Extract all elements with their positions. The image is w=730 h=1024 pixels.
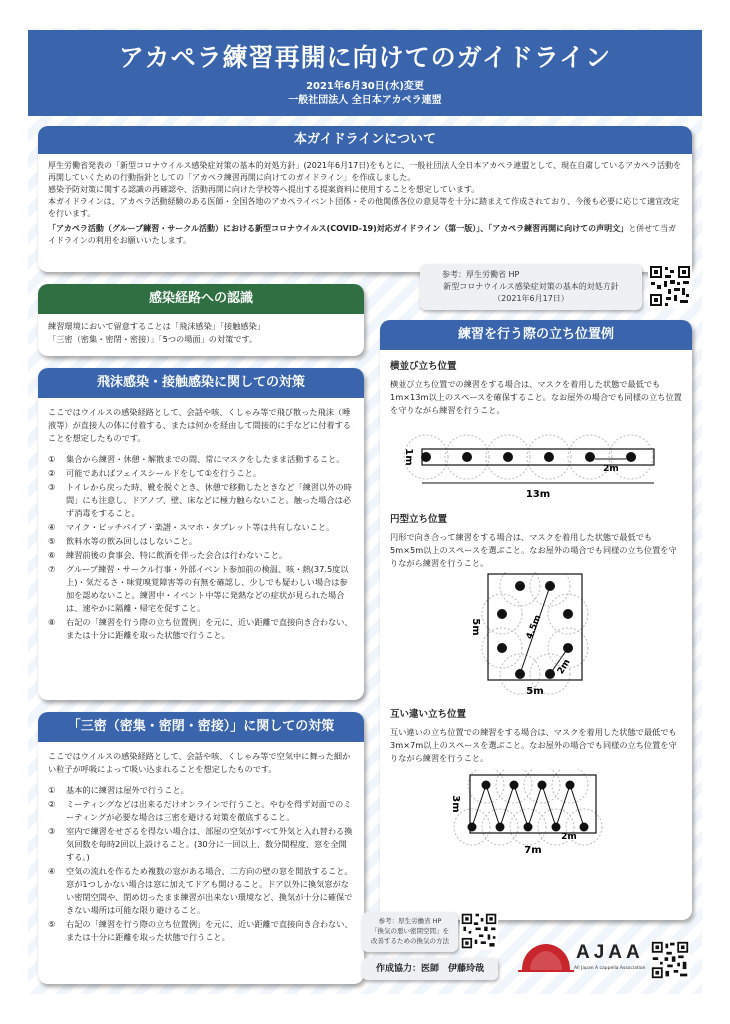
item-number: ② <box>48 799 56 809</box>
zigzag-position-diagram <box>390 769 682 865</box>
infection-route-line-1: 練習環境において留意することは「飛沫感染」「接触感染」 <box>48 321 265 331</box>
item-number: ⑦ <box>48 564 56 574</box>
qr-code-ventilation[interactable] <box>460 912 498 950</box>
droplet-item <box>48 616 354 642</box>
item-number: ② <box>48 468 56 478</box>
sanmitsu-item <box>48 798 354 824</box>
item-text: 集合から練習・休憩・解散までの間、常にマスクをしたまま活動すること。 <box>66 454 345 464</box>
about-title: 本ガイドラインについて <box>38 126 692 154</box>
droplet-contact-card <box>38 368 364 700</box>
item-text: マイク・ピッチパイプ・楽譜・スマホ・タブレット等は共有しないこと。 <box>66 522 335 532</box>
item-number: ⑤ <box>48 919 56 929</box>
qr-code-policy[interactable] <box>648 264 692 308</box>
three-cs-measures-list <box>48 784 354 944</box>
item-text: 空気の流れを作るため複数の窓がある場合、二方向の壁の窓を開放すること。窓が1つしかない場合は窓に加えてドアも開けること。ドア以外に換気窓がない密閉空間や、閉め切ったまま練習が出来ない環境など、換気が十分に確保できない場所は可能な限り避けること。 <box>66 866 353 915</box>
item-number: ④ <box>48 866 56 876</box>
line-position-desc: 横並び立ち位置での練習をする場合は、マスクを着用した状態で最低でも1m×13m以上のスペースを確保すること。なお屋外の場合でも同様の立ち位置を守りながら練習を行うこと。 <box>390 379 682 415</box>
header-banner <box>28 30 702 116</box>
droplet-measures-list <box>48 453 354 642</box>
about-paragraph-1: 厚生労働省発表の「新型コロナウイルス感染症対策の基本的対処方針」(2021年6月17日)をもとに、一般社団法人全日本アカペラ連盟として、現在自粛しているアカペラ活動を再開していくための行動指針としての「アカペラ練習再開に向けてのガイドライン」を作成しました。 <box>48 161 682 182</box>
zigzag-height-label: 3m <box>450 795 461 813</box>
item-text: 右記の「練習を行う際の立ち位置例」を元に、近い距離で直接向き合わない、または十分に距離を取った状態で行うこと。 <box>66 617 353 640</box>
credit: 作成協力：医師 伊藤玲哉 <box>362 958 498 980</box>
reference-title: 新型コロナウイルス感染症対策の基本的対処方針 <box>443 282 619 291</box>
sanmitsu-item <box>48 865 354 917</box>
logo-mark-icon <box>518 938 574 978</box>
infection-route-card <box>38 284 364 356</box>
circle-gap-label: 2m <box>555 657 573 677</box>
circle-height-label: 5m <box>470 618 481 636</box>
infection-route-title: 感染経路への認識 <box>38 284 364 314</box>
item-text: トイレから戻った時、靴を脱ぐとき、休憩で移動したときなど「練習以外の時間」にも注意し、ドアノブ、壁、床などに極力触らないこと。触った場合は必ず消毒をすること。 <box>66 482 352 518</box>
reference-date: （2021年6月17日） <box>493 294 569 303</box>
item-text: 飲料水等の飲み回しはしないこと。 <box>66 536 198 546</box>
reference-box-policy <box>420 264 642 310</box>
zigzag-position-title: 互い違い立ち位置 <box>390 709 467 720</box>
item-number: ③ <box>48 826 56 836</box>
item-text: 室内で練習をせざるを得ない場合は、部屋の空気がすべて外気と入れ替わる換気回数を毎時2回以上設けること。(30分に一回以上、数分間程度、窓を全開する。) <box>66 826 353 862</box>
reference-box-ventilation <box>362 912 458 952</box>
reference-source: 参考：厚生労働省 HP <box>442 270 520 279</box>
droplet-item <box>48 535 354 548</box>
item-number: ④ <box>48 522 56 532</box>
item-number: ① <box>48 454 56 464</box>
item-number: ⑤ <box>48 536 56 546</box>
droplet-item <box>48 467 354 480</box>
item-number: ⑧ <box>48 617 56 627</box>
ventilation-reference-line-1: 「換気の悪い密閉空間」を <box>371 927 449 935</box>
item-text: 基本的に練習は屋外で行うこと。 <box>66 785 189 795</box>
positions-card <box>380 320 692 920</box>
circle-position-title: 円型立ち位置 <box>390 514 448 525</box>
item-number: ③ <box>48 482 56 492</box>
zigzag-position-desc: 互い違いの立ち位置での練習をする場合は、マスクを着用した状態で最低でも3m×7m以上のスペースを選ぶこと。なお屋外の場合でも同様の立ち位置を守りながら練習を行うこと。 <box>390 727 677 763</box>
revision-date: 2021年6月30日(水)変更 <box>306 81 424 92</box>
three-cs-title: 「三密（密集・密閉・密接）」に関しての対策 <box>38 712 364 742</box>
line-gap-label: 2m <box>603 464 619 474</box>
circle-width-label: 5m <box>526 686 544 697</box>
circle-position-desc: 円形で向き合って練習をする場合は、マスクを着用した状態で最低でも5m×5m以上のスペースを選ぶこと。なお屋外の場合でも同様の立ち位置を守りながら練習を行うこと。 <box>390 532 677 568</box>
item-text: ミーティングなどは出来るだけオンラインで行うこと。やむを得ず対面でのミーティングが必要な場合は三密を避ける対策を徹底すること。 <box>66 799 352 822</box>
droplet-intro: ここではウイルスの感染経路として、会話や咳、くしゃみ等で飛び散った飛沫（唾液等）が直接人の体に付着する、または何かを経由して間接的に手などに付着することを想定したものです。 <box>48 407 351 443</box>
droplet-item <box>48 453 354 466</box>
about-paragraph-3: 本ガイドラインは、アカペラ活動経験のある医師・全国各地のアカペライベント団体・その他関係各位の意見等を十分に踏まえて作成されており、今後も必要に応じて適宜改定を行います。 <box>48 197 680 218</box>
organization-name: 一般社団法人 全日本アカペラ連盟 <box>288 95 442 106</box>
about-card <box>38 126 692 272</box>
three-cs-intro: ここではウイルスの感染経路として、会話や咳、くしゃみ等で空気中に舞った細かい粒子が呼吸によって吸い込まれることを想定したものです。 <box>48 751 351 774</box>
qr-code-icon <box>460 912 498 950</box>
related-documents: 「アカペラ活動（グループ練習・サークル活動）における新型コロナウイルス(COVID-19)対応ガイドライン（第一版）」、「アカペラ練習再開に向けての声明文」 <box>48 224 629 233</box>
qr-code-ajaa[interactable] <box>650 940 690 980</box>
sanmitsu-item <box>48 825 354 864</box>
about-paragraph-4: と併せて当ガイドラインの利用をお願いいたします。 <box>48 224 677 245</box>
droplet-item <box>48 549 354 562</box>
droplet-item <box>48 563 354 615</box>
qr-code-icon <box>648 264 692 308</box>
circle-position-diagram <box>390 572 682 698</box>
logo-subtitle: All Japan A cappella Association <box>574 966 646 971</box>
item-text: 可能であればフェイスシールドをして①を行うこと。 <box>66 468 261 478</box>
zigzag-width-label: 7m <box>524 845 542 856</box>
sanmitsu-item <box>48 918 354 944</box>
droplet-item <box>48 521 354 534</box>
item-text: 練習前後の食事会、特に飲酒を伴った会合は行わないこと。 <box>66 550 288 560</box>
ventilation-reference-source: 参考：厚生労働省 HP <box>378 917 442 925</box>
qr-code-icon <box>650 940 690 980</box>
logo-text: AJAA <box>576 942 644 963</box>
ventilation-reference-line-2: 改善するための換気の方法 <box>371 937 449 945</box>
circle-diag-label: 4.5m <box>524 613 544 641</box>
item-text: 右記の「練習を行う際の立ち位置例」を元に、近い距離で直接向き合わない、または十分に距離を取った状態で行うこと。 <box>66 919 353 942</box>
item-text: グループ練習・サークル行事・外部イベント参加前の検温、咳・熱(37.5度以上)・気だるさ・味覚嗅覚障害等の有無を確認し、少しでも疑わしい場合は参加を認めないこと。練習中・イベント中等に発熱などの症状が見られた場合は、速やかに隔離・帰宅を促すこと。 <box>66 564 349 613</box>
droplet-item <box>48 481 354 520</box>
line-height-label: 1m <box>403 448 414 466</box>
line-width-label: 13m <box>525 489 551 500</box>
zigzag-gap-label: 2m <box>561 832 577 842</box>
ajaa-logo[interactable] <box>518 936 646 980</box>
item-number: ① <box>48 785 56 795</box>
infection-route-line-2: 「三密（密集・密閉・密接）」「5つの場面」の対策です。 <box>48 334 258 344</box>
positions-title: 練習を行う際の立ち位置例 <box>380 320 692 350</box>
about-paragraph-2: 感染予防対策に関する認識の再確認や、活動再開に向けた学校等へ提出する提案資料に使用することを想定しています。 <box>48 185 480 194</box>
line-position-diagram <box>390 421 682 503</box>
line-position-title: 横並び立ち位置 <box>390 361 457 372</box>
droplet-contact-title: 飛沫感染・接触感染に関しての対策 <box>38 368 364 398</box>
page-title: アカペラ練習再開に向けてのガイドライン <box>118 43 612 72</box>
singer-mark <box>421 452 431 462</box>
item-number: ⑥ <box>48 550 56 560</box>
sanmitsu-item <box>48 784 354 797</box>
three-cs-card <box>38 712 364 984</box>
